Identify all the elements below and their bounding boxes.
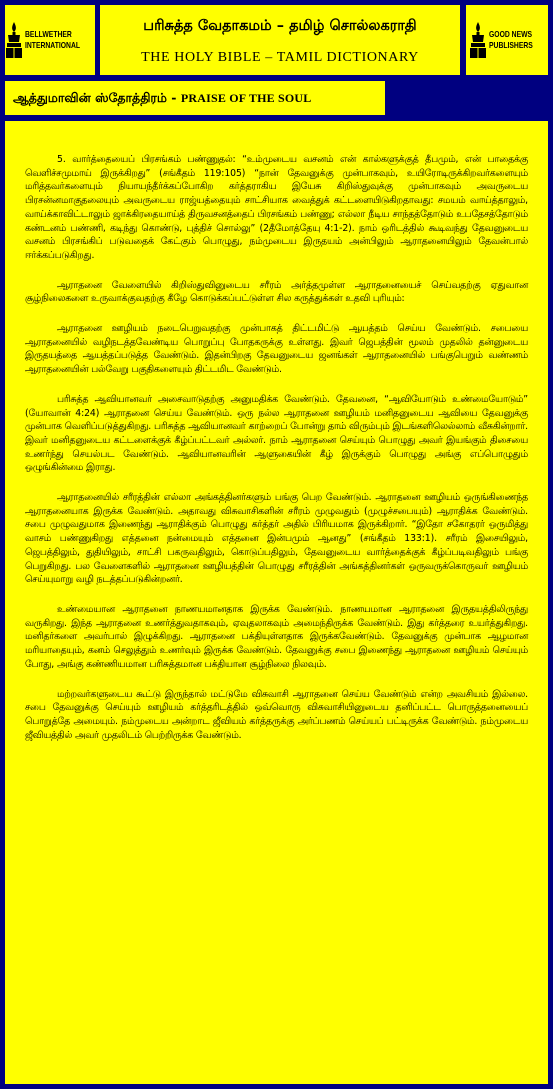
paragraph: ஆராதனையில் சரீரத்தின் எல்லா அங்கத்தினர்களும் பங்கு பெற வேண்டும். ஆராதனை ஊழியம் ஒருங்கிணைந்த ஆராதனையாக இருக்க வேண்டும். அதாவது விசுவாசிகளின் சரீரம் முழுவதும் (முழுச்சபையும்) ஆராதிக்க வேண்டும். சபை முழுவதுமாக இணைந்து ஆராதிக்கும் பொழுது கர்த்தர் அதில் பிரியமாக இருக்கிறார். “இதோ சகோதரர் ஒருமித்து வாசம் பண்ணுகிறது எத்தனை நன்மையும் எத்தனை இன்பமும் ஆனது” (சங்கீதம் 133:1). சரீரம் இசையிலும், ஜெபத்திலும், துதியிலும், சாட்சி பகருவதிலும், கொடுப்பதிலும், தேவனுடைய வார்த்தைக்குக் கீழ்ப்படிவதிலும் பங்கு பெறுகிறது. பல வேளைகளில் ஆராதனை ஊழியத்தின் பொழுது சரீரத்தின் அங்கத்தினர்கள் ஒருவருக்கொருவர் ஊழியம் செய்யுமாறு வழி நடத்தப்படுகின்றனர். [25, 492, 528, 586]
paragraph: ஆராதனை ஊழியம் நடைபெறுவதற்கு முன்பாகத் திட்டமிட்டு ஆயத்தம் செய்ய வேண்டும். சபையை ஆராதனையில் வழிநடத்தவேண்டிய பொறுப்பு போதகருக்கு உள்ளது. இவர் ஜெபத்தின் மூலம் முதலில் தன்னுடைய இருதயத்தை ஆயத்தப்படுத்த வேண்டும். இதன்பிறகு தேவனுடைய ஜனங்கள் ஆராதனையில் பங்குபெறும் வண்ணம் ஆராதனையின் பல்வேறு பகுதிகளையும் திட்டமிட வேண்டும். [25, 323, 528, 376]
title-english: THE HOLY BIBLE – TAMIL DICTIONARY [141, 50, 419, 65]
section-heading-panel [5, 81, 385, 115]
paragraph: பரிசுத்த ஆவியானவர் அசைவாடுதற்கு அனுமதிக்க வேண்டும். தேவனை, “ஆவியோடும் உண்மையோடும்” (யோவான் 4:24) ஆராதனை செய்ய வேண்டும். ஒரு நல்ல ஆராதனை ஊழியம் மனிதனுடைய ஆவியை தேவனுக்கு முன்பாக வெளிப்படுத்துகிறது. பரிசுத்த ஆவியானவர் காற்றைப் போன்று தாம் விரும்பும் இடங்களிலெல்லாம் வீசுகின்றார். இவர் மனிதனுடைய கட்டளைக்குக் கீழ்ப்பட்டவர் அல்லர். நாம் ஆராதனை செய்யும் பொழுது அவர் இயங்கும் திசையை உணர்ந்து செயல்பட வேண்டும். ஆவியானவரின் ஆளுகையின் கீழ் இருக்கும் பொழுது அங்கு எப்பொழுதும் ஒழுங்கின்மை இராது. [25, 393, 528, 474]
bellwether-logo-text: BELLWETHER INTERNATIONAL [25, 29, 81, 50]
good-news-logo [466, 5, 548, 75]
bellwether-logo [5, 5, 95, 75]
paragraph: ஆராதனை வேளையில் கிறிஸ்துவினுடைய சரீரம் அர்த்தமுள்ள ஆராதனையைச் செய்வதற்கு ஏதுவான சூழ்நிலைகளை உருவாக்குவதற்கு கீழே கொடுக்கப்பட்டுள்ள சில கருத்துக்கள் உதவி புரியும்: [25, 279, 528, 305]
book-lamp-logo-icon [6, 21, 22, 59]
paragraph: 5. வார்த்தையைப் பிரசங்கம் பண்ணுதல்: “உம்முடைய வசனம் என் கால்களுக்குத் தீபமும், என் பாதைக்கு வெளிச்சமுமாய் இருக்கிறது” (சங்கீதம் 119:105) “நான் தேவனுக்கு முன்பாகவும், உயிரோடிருக்கிறவர்களையும் மரித்தவர்களையும் நியாயந்தீர்க்கப்போகிற கர்த்தராகிய இயேசு கிறிஸ்துவுக்கு முன்பாகவும் அவருடைய பிரசன்னமாகுதலையும் அவருடைய ராஜ்யத்தையும் சாட்சியாக வைத்துக் கட்டளையிடுகிறதாவது: சமயம் வாய்த்தாலும், வாய்க்காவிட்டாலும் ஜாக்கிரதையாய்த் திருவசனத்தைப் பிரசங்கம் பண்ணு; எல்லா நீடிய சாந்தத்தோடும் உபதேசத்தோடும் கண்டனம் பண்ணி, கடிந்து கொண்டு, புத்திச் சொல்லு” (2தீமோத்தேயு 4:1-2). நாம் ஒரிடத்தில் கூடிவந்து தேவனுடைய வசனம் பிரசங்கிப் படுவதைக் கேட்கும் பொழுது, நம்முடைய இருதயம் அன்பிலும் ஆராதனையிலும் தேவன்பால் ஈர்க்கப்படுகிறது. [25, 154, 528, 261]
title-panel [100, 5, 460, 75]
section-heading-english: PRAISE OF THE SOUL [180, 90, 312, 105]
good-news-logo-text: GOOD NEWS PUBLISHERS [489, 29, 533, 50]
section-heading [13, 90, 312, 107]
book-lamp-logo-icon [470, 21, 486, 59]
paragraph: உண்மையான ஆராதனை நாணயமானதாக இருக்க வேண்டும். நாணயமான ஆராதனை இருதயத்திலிருந்து வருகிறது. இந்த ஆராதனை உணர்த்துவதாகவும், ஏவுதலாகவும் அமைந்திருக்க வேண்டும். இது கர்த்தரை உயர்த்துகிறது. மனிதர்களை அவர்பால் இழுக்கிறது. ஆராதனை பக்தியுள்ளதாக இருக்கவேண்டும். தேவனுக்கு முன்பாக ஆழமான மரியாதையும், கனம் செலுத்தும் உணர்வும் இருக்க வேண்டும். தேவனுக்கு சபை இணைந்து ஆராதனை ஊழியம் செய்யும் போது, அங்கு கண்ணியமான பரிசுத்தமான பக்தியான சூழ்நிலை நிலவும். [25, 603, 528, 670]
section-heading-tamil: ஆத்துமாவின் ஸ்தோத்திரம் [13, 89, 167, 105]
section-heading-separator: - [166, 89, 181, 105]
title-tamil: பரிசுத்த வேதாகமம் – தமிழ் சொல்லகராதி [143, 18, 417, 34]
paragraph: மற்றவர்களுடைய கூட்டு இருந்தால் மட்டுமே விசுவாசி ஆராதனை செய்ய வேண்டும் என்ற அவசியம் இல்லை. சபை தேவனுக்கு செய்யும் ஊழியம் கர்த்தரிடத்தில் ஒவ்வொரு விசுவாசியினுடைய தனிப்பட்ட பொருத்தனையைப் பொறுத்தே அமையும். நம்முடைய அன்றாட ஜீவியம் கர்த்தருக்கு அர்ப்பணம் செய்யப் பட்டிருக்க வேண்டும். நம்முடைய ஜீவியத்தில் அவர் முதலிடம் பெற்றிருக்க வேண்டும். [25, 688, 528, 741]
article-body [5, 121, 548, 1084]
